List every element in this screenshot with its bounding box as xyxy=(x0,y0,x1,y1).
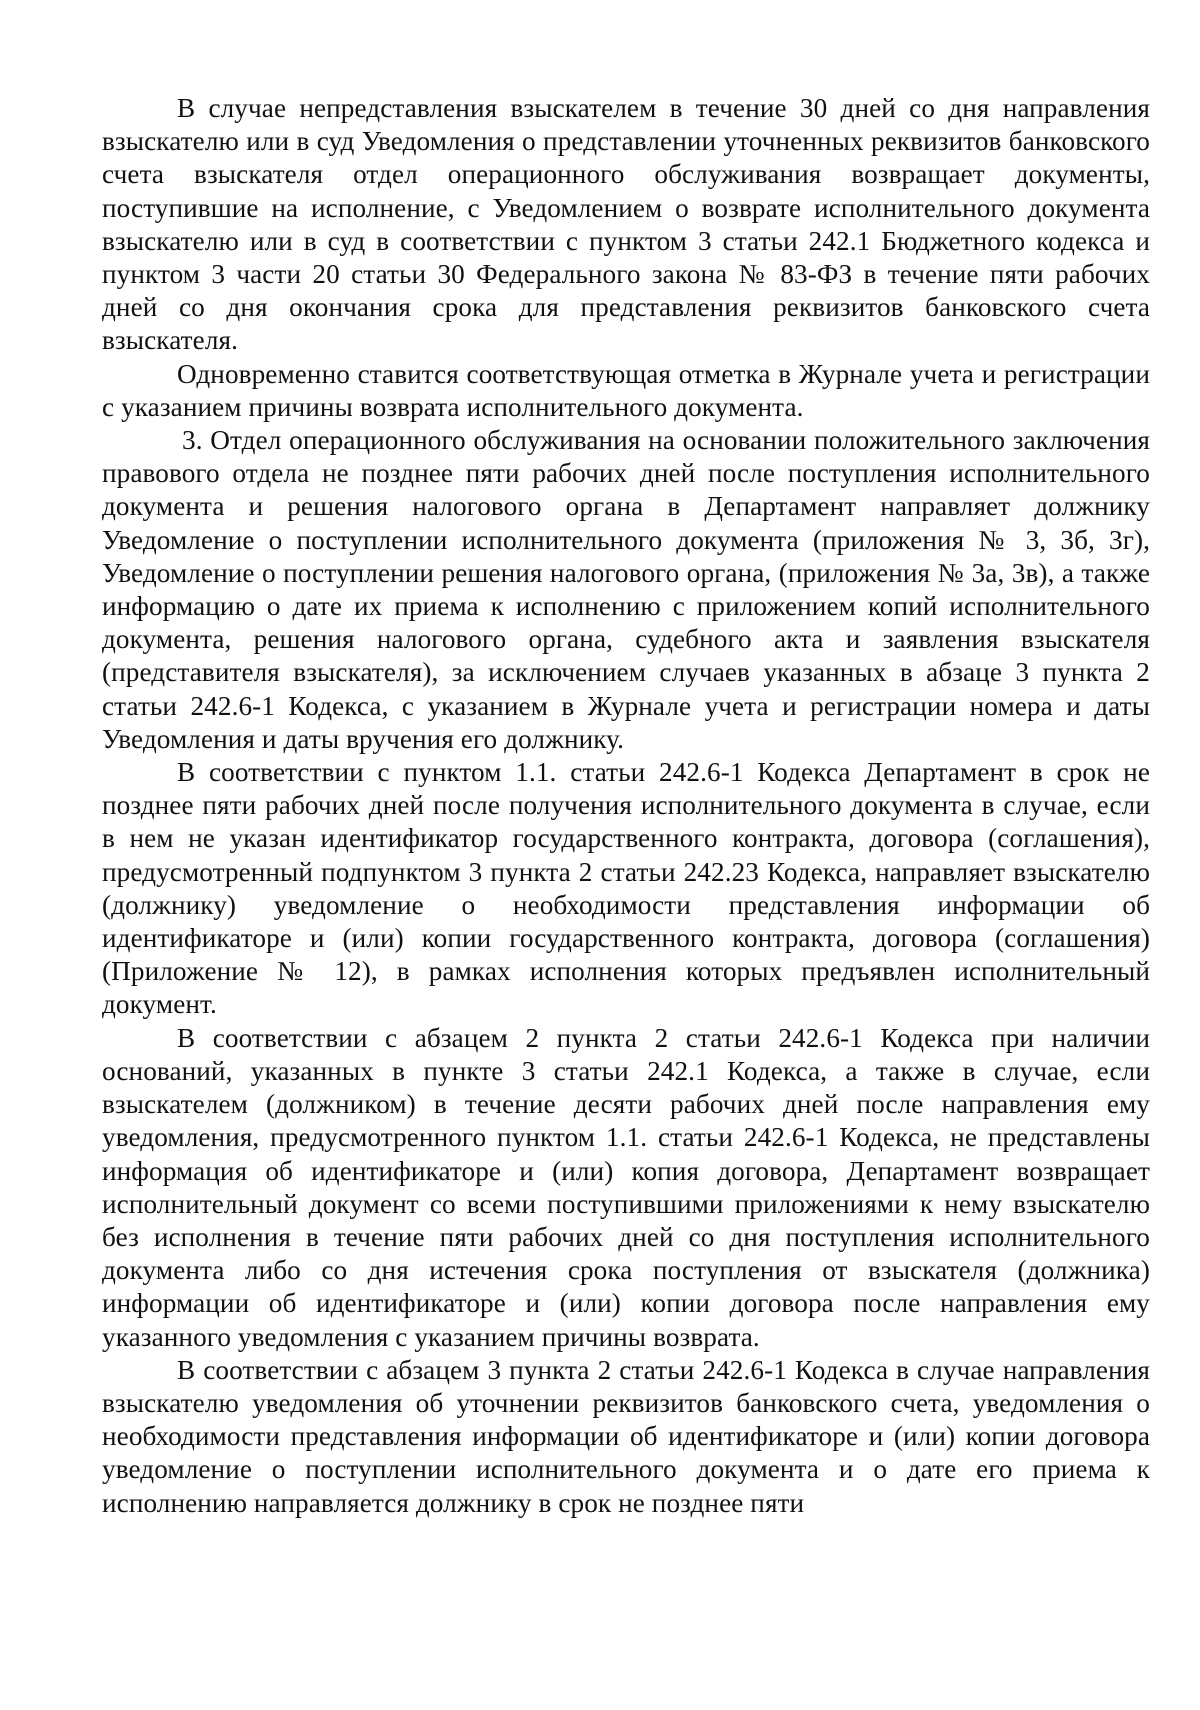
paragraph-identifier-request: В соответствии с пунктом 1.1. статьи 242.6-1 Кодекса Департамент в срок не позднее пяти рабочих дней после получения исполнительного документа в случае, если в нем не указан идентификатор государственного контракта, договора (соглашения), предусмотренный подпунктом 3 пункта 2 статьи 242.23 Кодекса, направляет взыскателю (должнику) уведомление о необходимости представления информации об идентификаторе и (или) копии государственного контракта, договора (соглашения) (Приложение № 12), в рамках исполнения которых предъявлен исполнительный документ. xyxy=(102,757,1150,1020)
paragraph-journal-mark: Одновременно ставится соответствующая отметка в Журнале учета и регистрации с указанием причины возврата исполнительного документа. xyxy=(102,358,1150,422)
document-body xyxy=(102,92,1150,1520)
paragraph-item-3-notification: 3. Отдел операционного обслуживания на основании положительного заключения правового отдела не позднее пяти рабочих дней после поступления исполнительного документа и решения налогового органа в Департамент направляет должнику Уведомление о поступлении исполнительного документа (приложения № 3, 3б, 3г), Уведомление о поступлении решения налогового органа, (приложения № 3а, 3в), а также информацию о дате их приема к исполнению с приложением копий исполнительного документа, решения налогового органа, судебного акта и заявления взыскателя (представителя взыскателя), за исключением случаев указанных в абзаце 3 пункта 2 статьи 242.6-1 Кодекса, с указанием в Журнале учета и регистрации номера и даты Уведомления и даты вручения его должнику. xyxy=(102,425,1150,754)
paragraph-return-without-execution: В соответствии с абзацем 2 пункта 2 статьи 242.6-1 Кодекса при наличии оснований, указанных в пункте 3 статьи 242.1 Кодекса, а также в случае, если взыскателем (должником) в течение десяти рабочих дней после направления ему уведомления, предусмотренного пунктом 1.1. статьи 242.6-1 Кодекса, не представлены информация об идентификаторе и (или) копия договора, Департамент возвращает исполнительный документ со всеми поступившими приложениями к нему взыскателю без исполнения в течение пяти рабочих дней со дня поступления исполнительного документа либо со дня истечения срока поступления от взыскателя (должника) информации об идентификаторе и (или) копии договора после направления ему указанного уведомления с указанием причины возврата. xyxy=(102,1022,1150,1352)
paragraph-notification-deadline: В соответствии с абзацем 3 пункта 2 статьи 242.6-1 Кодекса в случае направления взыскателю уведомления об уточнении реквизитов банковского счета, уведомления о необходимости представления информации об идентификаторе и (или) копии договора уведомление о поступлении исполнительного документа и о дате его приема к исполнению направляется должнику в срок не позднее пяти xyxy=(102,1354,1150,1518)
paragraph-return-documents: В случае непредставления взыскателем в течение 30 дней со дня направления взыскателю или в суд Уведомления о представлении уточненных реквизитов банковского счета взыскателя отдел операционного обслуживания возвращает документы, поступившие на исполнение, с Уведомлением о возврате исполнительного документа взыскателю или в суд в соответствии с пунктом 3 статьи 242.1 Бюджетного кодекса и пунктом 3 части 20 статьи 30 Федерального закона № 83-ФЗ в течение пяти рабочих дней со дня окончания срока для представления реквизитов банковского счета взыскателя. xyxy=(102,93,1150,356)
